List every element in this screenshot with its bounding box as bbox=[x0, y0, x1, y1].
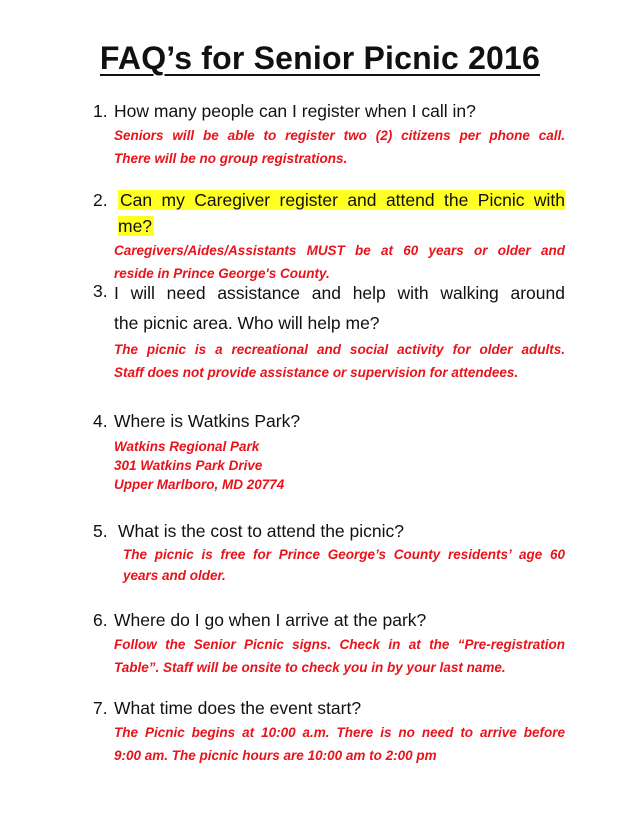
faq-question-line: the picnic area. Who will help me? bbox=[114, 313, 380, 333]
faq-question-3 bbox=[93, 278, 565, 338]
faq-number: 1. bbox=[93, 101, 108, 121]
faq-answer-line: Table”. Staff will be onsite to check you in by your last name. bbox=[114, 660, 506, 675]
faq-answer-line: The Picnic begins at 10:00 a.m. There is no need to arrive before bbox=[114, 725, 565, 740]
faq-number: 5. bbox=[93, 521, 108, 541]
page-title-text: FAQ’s for Senior Picnic 2016 bbox=[99, 40, 541, 76]
faq-question-1 bbox=[93, 98, 565, 124]
address-line-street: 301 Watkins Park Drive bbox=[114, 458, 263, 473]
faq-question-6 bbox=[93, 607, 565, 633]
page-title bbox=[0, 38, 640, 78]
faq-item-1 bbox=[93, 98, 565, 170]
faq-number: 4. bbox=[93, 411, 108, 431]
faq-question-7 bbox=[93, 695, 565, 721]
faq-answer-line: Caregivers/Aides/Assistants MUST be at 60 years or older and bbox=[114, 243, 565, 258]
faq-answer-3 bbox=[114, 338, 565, 384]
faq-answer-line: Follow the Senior Picnic signs. Check in at the “Pre-registration bbox=[114, 637, 565, 652]
faq-answer-line: Seniors will be able to register two (2) citizens per phone call. bbox=[114, 128, 565, 143]
faq-question-text: What time does the event start? bbox=[114, 698, 362, 718]
address-line-city: Upper Marlboro, MD 20774 bbox=[114, 477, 285, 492]
faq-question-text: Where is Watkins Park? bbox=[114, 411, 301, 431]
faq-item-3 bbox=[93, 278, 565, 384]
faq-answer-line: There will be no group registrations. bbox=[114, 151, 348, 166]
faq-answer-line: The picnic is a recreational and social activity for older adults. bbox=[114, 342, 565, 357]
faq-answer-4-address bbox=[114, 437, 565, 494]
faq-answer-line: The picnic is free for Prince George’s County residents’ age 60 bbox=[123, 547, 565, 562]
faq-answer-line: 9:00 am. The picnic hours are 10:00 am to 2:00 pm bbox=[114, 748, 437, 763]
faq-item-6 bbox=[93, 607, 565, 679]
faq-question-text: How many people can I register when I call in? bbox=[114, 101, 476, 121]
faq-number: 6. bbox=[93, 610, 108, 630]
faq-question-2 bbox=[93, 187, 565, 239]
faq-question-4 bbox=[93, 408, 565, 434]
faq-number: 2. bbox=[93, 190, 108, 210]
faq-number: 7. bbox=[93, 698, 108, 718]
faq-answer-5 bbox=[123, 544, 565, 586]
faq-answer-line: years and older. bbox=[123, 568, 226, 583]
faq-item-4 bbox=[93, 408, 565, 494]
faq-number: 3. bbox=[93, 281, 108, 301]
faq-question-5 bbox=[93, 518, 565, 544]
faq-answer-line: Staff does not provide assistance or supervision for attendees. bbox=[114, 365, 519, 380]
faq-question-text: Where do I go when I arrive at the park? bbox=[114, 610, 427, 630]
faq-answer-7 bbox=[114, 721, 565, 767]
faq-item-7 bbox=[93, 695, 565, 767]
address-line-name: Watkins Regional Park bbox=[114, 439, 260, 454]
faq-question-text-highlighted: Can my Caregiver register and attend the Picnic with me? bbox=[118, 190, 565, 236]
faq-question-text: What is the cost to attend the picnic? bbox=[118, 521, 404, 541]
faq-answer-6 bbox=[114, 633, 565, 679]
faq-item-5 bbox=[93, 518, 565, 586]
faq-question-line: I will need assistance and help with walking around bbox=[114, 283, 565, 303]
faq-item-2 bbox=[93, 187, 565, 285]
faq-answer-line: reside in Prince George's County. bbox=[114, 266, 330, 281]
faq-answer-1 bbox=[114, 124, 565, 170]
